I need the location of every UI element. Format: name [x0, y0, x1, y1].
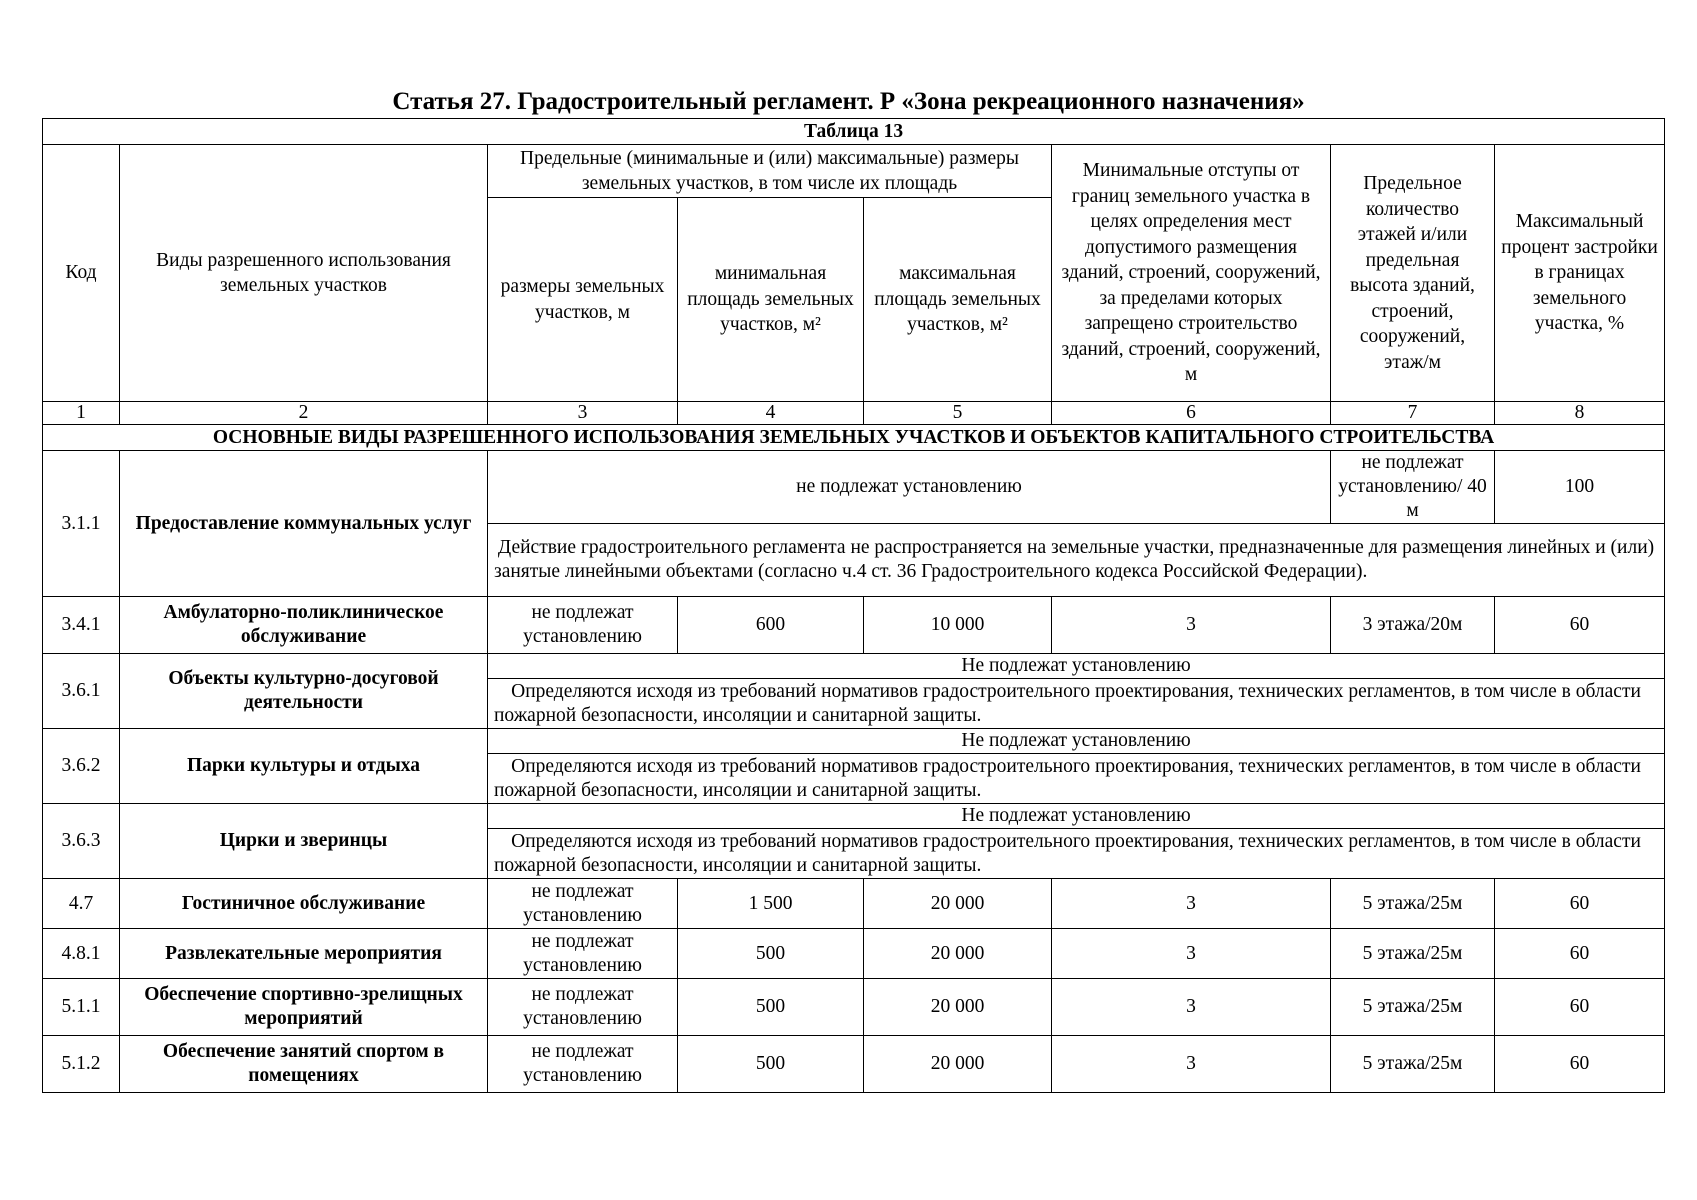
row-code: 3.6.3 [43, 804, 120, 879]
row-min-area: 500 [678, 929, 864, 979]
row-coverage: 60 [1495, 929, 1665, 979]
section-row [43, 425, 1665, 451]
header-limits-group: Предельные (минимальные и (или) максимальные) размеры земельных участков, в том числе их площадь [488, 145, 1052, 198]
header-row [43, 145, 1665, 198]
row-name: Предоставление коммунальных услуг [120, 451, 488, 597]
row-size: не подлежат установлению [488, 1036, 678, 1093]
row-name: Гостиничное обслуживание [120, 879, 488, 929]
column-number: 6 [1052, 402, 1331, 425]
table-row [43, 729, 1665, 754]
row-code: 3.1.1 [43, 451, 120, 597]
table-row [43, 597, 1665, 654]
row-coverage: 100 [1495, 451, 1665, 524]
row-max-area: 20 000 [864, 879, 1052, 929]
row-code: 4.8.1 [43, 929, 120, 979]
table-row [43, 654, 1665, 679]
column-number: 7 [1331, 402, 1495, 425]
row-coverage: 60 [1495, 879, 1665, 929]
row-max-area: 20 000 [864, 929, 1052, 979]
row-note: Определяются исходя из требований нормативов градостроительного проектирования, технических регламентов, в том числе в области пожарной безопасности, инсоляции и санитарной защиты. [488, 829, 1665, 879]
row-name: Амбулаторно-поликлиническое обслуживание [120, 597, 488, 654]
row-setback: 3 [1052, 929, 1331, 979]
row-name: Парки культуры и отдыха [120, 729, 488, 804]
row-note: Определяются исходя из требований нормативов градостроительного проектирования, технических регламентов, в том числе в области пожарной безопасности, инсоляции и санитарной защиты. [488, 679, 1665, 729]
row-code: 5.1.1 [43, 979, 120, 1036]
row-floors: 5 этажа/25м [1331, 879, 1495, 929]
row-size: не подлежат установлению [488, 929, 678, 979]
row-code: 3.6.1 [43, 654, 120, 729]
header-max-area: максимальная площадь земельных участков, м² [864, 198, 1052, 402]
row-setback: 3 [1052, 597, 1331, 654]
row-min-area: 500 [678, 979, 864, 1036]
table-row [43, 804, 1665, 829]
column-number: 2 [120, 402, 488, 425]
header-kind: Виды разрешенного использования земельных участков [120, 145, 488, 402]
header-min-area: минимальная площадь земельных участков, м² [678, 198, 864, 402]
header-floors: Предельное количество этажей и/или предельная высота зданий, строений, сооружений, этаж/м [1331, 145, 1495, 402]
row-floors: не подлежат установлению/ 40 м [1331, 451, 1495, 524]
header-code: Код [43, 145, 120, 402]
row-name: Объекты культурно-досуговой деятельности [120, 654, 488, 729]
row-name: Цирки и зверинцы [120, 804, 488, 879]
table-row [43, 929, 1665, 979]
row-limits: Не подлежат установлению [488, 804, 1665, 829]
row-min-area: 500 [678, 1036, 864, 1093]
row-size: не подлежат установлению [488, 979, 678, 1036]
column-numbers-row [43, 402, 1665, 425]
row-limits: Не подлежат установлению [488, 729, 1665, 754]
row-min-area: 600 [678, 597, 864, 654]
row-setback: 3 [1052, 879, 1331, 929]
table-row [43, 1036, 1665, 1093]
column-number: 4 [678, 402, 864, 425]
row-code: 4.7 [43, 879, 120, 929]
row-min-area: 1 500 [678, 879, 864, 929]
column-number: 3 [488, 402, 678, 425]
row-floors: 5 этажа/25м [1331, 929, 1495, 979]
column-number: 8 [1495, 402, 1665, 425]
row-note: Действие градостроительного регламента не распространяется на земельные участки, предназначенные для размещения линейных и (или) занятые линейными объектами (согласно ч.4 ст. 36 Градостроительного кодекса Российской Федерации). [488, 524, 1665, 597]
row-max-area: 20 000 [864, 1036, 1052, 1093]
page-title: Статья 27. Градостроительный регламент. Р «Зона рекреационного назначения» [392, 88, 1305, 115]
row-name: Развлекательные мероприятия [120, 929, 488, 979]
row-max-area: 10 000 [864, 597, 1052, 654]
regulation-table [42, 118, 1665, 1093]
table-caption-row [43, 119, 1665, 145]
row-code: 5.1.2 [43, 1036, 120, 1093]
table-label: Таблица 13 [43, 119, 1665, 145]
column-number: 1 [43, 402, 120, 425]
row-setback: 3 [1052, 1036, 1331, 1093]
header-size: размеры земельных участков, м [488, 198, 678, 402]
row-coverage: 60 [1495, 597, 1665, 654]
row-setback: 3 [1052, 979, 1331, 1036]
row-size: не подлежат установлению [488, 879, 678, 929]
row-limits: не подлежат установлению [488, 451, 1331, 524]
row-limits: Не подлежат установлению [488, 654, 1665, 679]
row-code: 3.6.2 [43, 729, 120, 804]
header-setback: Минимальные отступы от границ земельного участка в целях определения мест допустимого размещения зданий, строений, сооружений, за пределами которых запрещено строительство зданий, строений, сооружений, м [1052, 145, 1331, 402]
row-coverage: 60 [1495, 1036, 1665, 1093]
row-code: 3.4.1 [43, 597, 120, 654]
table-row [43, 451, 1665, 524]
row-size: не подлежат установлению [488, 597, 678, 654]
table-row [43, 979, 1665, 1036]
column-number: 5 [864, 402, 1052, 425]
row-floors: 5 этажа/25м [1331, 1036, 1495, 1093]
row-note: Определяются исходя из требований нормативов градостроительного проектирования, технических регламентов, в том числе в области пожарной безопасности, инсоляции и санитарной защиты. [488, 754, 1665, 804]
header-coverage: Максимальный процент застройки в границах земельного участка, % [1495, 145, 1665, 402]
row-floors: 5 этажа/25м [1331, 979, 1495, 1036]
row-name: Обеспечение занятий спортом в помещениях [120, 1036, 488, 1093]
row-floors: 3 этажа/20м [1331, 597, 1495, 654]
section-title: ОСНОВНЫЕ ВИДЫ РАЗРЕШЕННОГО ИСПОЛЬЗОВАНИЯ ЗЕМЕЛЬНЫХ УЧАСТКОВ И ОБЪЕКТОВ КАПИТАЛЬНОГО СТРОИТЕЛЬСТВА [43, 425, 1665, 451]
table-row [43, 879, 1665, 929]
row-name: Обеспечение спортивно-зрелищных мероприятий [120, 979, 488, 1036]
row-coverage: 60 [1495, 979, 1665, 1036]
row-max-area: 20 000 [864, 979, 1052, 1036]
